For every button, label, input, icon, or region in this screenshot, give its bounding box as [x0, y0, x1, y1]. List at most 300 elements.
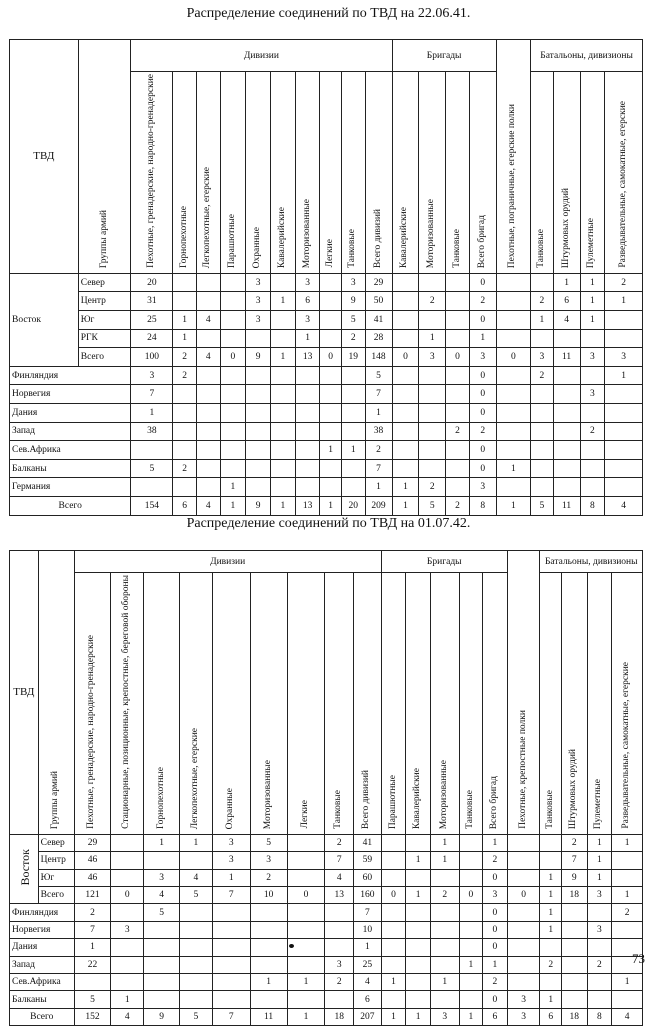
table-cell [561, 956, 587, 973]
table-cell: 1 [612, 974, 643, 991]
total-cell: 6 [483, 1008, 508, 1025]
table-cell: 1 [250, 974, 287, 991]
table-cell [271, 329, 296, 348]
table-cell: 7 [354, 904, 382, 921]
total-cell: 152 [74, 1008, 111, 1025]
table-row [10, 459, 643, 478]
table-cell [179, 956, 212, 973]
row-label: Север [38, 834, 74, 851]
total-cell: 8 [587, 1008, 612, 1025]
total-cell: 20 [341, 496, 365, 515]
table-cell: 24 [131, 329, 173, 348]
table-cell [446, 385, 470, 404]
table-cell: 1 [212, 869, 250, 886]
table-cell [430, 939, 459, 956]
table-cell: 1 [111, 991, 144, 1008]
table-cell [196, 422, 220, 441]
table-cell [220, 366, 246, 385]
table-cell: 4 [179, 869, 212, 886]
table-cell [341, 422, 365, 441]
table-row [10, 478, 643, 497]
column-header-label: Парашютные [226, 213, 237, 268]
table-cell: 4 [553, 311, 580, 330]
table-cell [320, 459, 341, 478]
table-cell: 2 [483, 852, 508, 869]
table-cell: 0 [469, 385, 496, 404]
table-cell: 6 [354, 991, 382, 1008]
table-cell: 9 [341, 292, 365, 311]
table-cell: 60 [354, 869, 382, 886]
column-header [354, 573, 382, 835]
table-cell [295, 459, 320, 478]
table-cell: 3 [507, 991, 540, 1008]
total-cell: 7 [212, 1008, 250, 1025]
total-cell: 207 [354, 1008, 382, 1025]
table-cell: 1 [144, 834, 180, 851]
table2-title: Распределение соединений по ТВД на 01.07.42. [186, 516, 471, 531]
column-header [196, 72, 220, 274]
total-row [10, 1008, 643, 1025]
total-cell: 5 [419, 496, 446, 515]
table-cell [196, 478, 220, 497]
table-cell [580, 329, 605, 348]
column-header [540, 573, 562, 835]
column-header-label: Парашютные [387, 774, 398, 829]
table-cell [561, 904, 587, 921]
total-cell: 1 [496, 496, 530, 515]
table-cell [271, 273, 296, 292]
table-cell: 1 [365, 478, 392, 497]
table-cell: 1 [271, 348, 296, 367]
table-cell: 3 [250, 852, 287, 869]
table-row [10, 991, 643, 1008]
table-cell [271, 404, 296, 423]
table-cell [561, 974, 587, 991]
table-cell [605, 404, 643, 423]
table-cell [144, 939, 180, 956]
total-cell: 13 [295, 496, 320, 515]
table-cell [246, 385, 271, 404]
row-label: РГК [78, 329, 131, 348]
table-cell [212, 974, 250, 991]
table-cell [271, 459, 296, 478]
east-theater-text: Восток [17, 849, 32, 886]
column-header-label: Горнопехотные [178, 205, 189, 268]
table-cell [605, 459, 643, 478]
army-groups-label: Группы армий [50, 770, 61, 829]
table-cell [250, 921, 287, 938]
table-row [10, 974, 643, 991]
table-cell [419, 441, 446, 460]
table-cell: 0 [483, 904, 508, 921]
table-cell [561, 939, 587, 956]
column-header [220, 72, 246, 274]
column-header-label: Кавалерийские [276, 206, 287, 268]
table-row [10, 939, 643, 956]
table-cell: 3 [531, 348, 554, 367]
table-cell [325, 921, 354, 938]
table-cell: 1 [341, 441, 365, 460]
table-cell: 3 [469, 478, 496, 497]
table-cell: 1 [295, 329, 320, 348]
table-cell: 1 [587, 852, 612, 869]
table-cell: 2 [483, 974, 508, 991]
table-cell [287, 852, 325, 869]
table-cell [320, 385, 341, 404]
column-header [381, 573, 406, 835]
table-cell [246, 366, 271, 385]
column-header-label: Пехотные, гренадерские, народно-гренадерские [86, 635, 97, 829]
row-label: Запад [10, 422, 131, 441]
table-cell [507, 904, 540, 921]
table-cell [419, 459, 446, 478]
table-cell [271, 385, 296, 404]
table-cell: 4 [325, 869, 354, 886]
table-cell [406, 921, 431, 938]
table-cell [196, 273, 220, 292]
table-cell [553, 441, 580, 460]
table-cell [605, 311, 643, 330]
table-cell [287, 904, 325, 921]
column-header [179, 573, 212, 835]
table-cell: 3 [246, 292, 271, 311]
total-cell: 5 [531, 496, 554, 515]
row-label: Финляндия [10, 366, 131, 385]
table-cell: 13 [295, 348, 320, 367]
table-cell: 1 [580, 273, 605, 292]
column-header-label: Танковые [464, 790, 475, 829]
column-header-label: Штурмовых орудий [568, 748, 579, 829]
table-cell: 0 [446, 348, 470, 367]
total-cell: 1 [381, 1008, 406, 1025]
table-cell [419, 385, 446, 404]
table-cell [179, 974, 212, 991]
column-header-label: Моторизованные [262, 759, 273, 829]
column-header-label: Всего дивизий [372, 208, 383, 268]
column-header [325, 573, 354, 835]
table-cell [459, 939, 483, 956]
column-header [446, 72, 470, 274]
table-cell: 1 [459, 956, 483, 973]
table-cell [179, 852, 212, 869]
table-cell: 0 [469, 366, 496, 385]
table-cell: 1 [74, 939, 111, 956]
table-cell [496, 441, 530, 460]
table-cell: 3 [246, 273, 271, 292]
column-header-label: Горнопехотные [155, 766, 166, 829]
total-cell: 8 [469, 496, 496, 515]
table-cell [320, 292, 341, 311]
table-cell: 1 [580, 292, 605, 311]
table-cell [419, 366, 446, 385]
table-row [10, 887, 643, 904]
column-header [212, 573, 250, 835]
table-cell: 2 [612, 904, 643, 921]
table-cell [392, 422, 419, 441]
total-cell: 6 [540, 1008, 562, 1025]
total-label: Всего [10, 1008, 75, 1025]
table-cell [341, 404, 365, 423]
table-cell [220, 292, 246, 311]
group-header-label: Пехотные, крепостные полки [517, 710, 528, 829]
table-cell: 38 [131, 422, 173, 441]
table-cell [531, 329, 554, 348]
table-cell [196, 459, 220, 478]
table-cell [553, 422, 580, 441]
table-cell: 1 [540, 921, 562, 938]
group-header [496, 40, 530, 274]
column-header-label: Танковые [535, 229, 546, 268]
table-cell [507, 834, 540, 851]
table-cell [250, 939, 287, 956]
table-cell: 5 [74, 991, 111, 1008]
table-cell: 4 [196, 311, 220, 330]
table-cell [220, 441, 246, 460]
table-cell: 28 [365, 329, 392, 348]
table-cell: 0 [220, 348, 246, 367]
table-cell [419, 311, 446, 330]
table-cell [531, 385, 554, 404]
table-cell: 3 [587, 887, 612, 904]
table-cell [507, 974, 540, 991]
table-row [10, 869, 643, 886]
table-cell [173, 385, 197, 404]
column-header-label: Разведывательные, самокатные, егерские [617, 101, 628, 268]
column-header [246, 72, 271, 274]
table-cell: 2 [173, 459, 197, 478]
table-cell [507, 852, 540, 869]
total-cell: 209 [365, 496, 392, 515]
table-cell: 5 [365, 366, 392, 385]
column-header [74, 573, 111, 835]
table-cell: 0 [469, 441, 496, 460]
table-cell [111, 974, 144, 991]
table-cell: 0 [381, 887, 406, 904]
table-cell [179, 921, 212, 938]
total-cell: 4 [111, 1008, 144, 1025]
table-cell [295, 385, 320, 404]
total-row [10, 496, 643, 515]
table-cell [430, 991, 459, 1008]
table-cell [246, 459, 271, 478]
table-cell [196, 366, 220, 385]
table-cell [605, 385, 643, 404]
table-cell [131, 478, 173, 497]
table-cell [446, 366, 470, 385]
table-cell: 25 [131, 311, 173, 330]
row-label: Балканы [10, 991, 75, 1008]
total-cell: 11 [250, 1008, 287, 1025]
table-cell [144, 852, 180, 869]
row-label: Центр [78, 292, 131, 311]
table-cell: 3 [131, 366, 173, 385]
table-cell [459, 921, 483, 938]
table-cell: 3 [325, 956, 354, 973]
table-cell [320, 478, 341, 497]
table-cell [406, 939, 431, 956]
table-cell [392, 311, 419, 330]
column-header [469, 72, 496, 274]
table-cell: 13 [325, 887, 354, 904]
table-cell [605, 478, 643, 497]
column-header-label: Легкие [299, 800, 310, 829]
table-cell: 0 [287, 887, 325, 904]
table-cell: 3 [580, 348, 605, 367]
total-cell: 3 [507, 1008, 540, 1025]
table-cell: 3 [212, 852, 250, 869]
table-cell [111, 834, 144, 851]
row-label: Дания [10, 404, 131, 423]
total-cell: 1 [392, 496, 419, 515]
table-cell [381, 939, 406, 956]
row-label: Норвегия [10, 385, 131, 404]
column-header [561, 573, 587, 835]
table-cell [446, 292, 470, 311]
table-cell [531, 441, 554, 460]
table-cell [507, 956, 540, 973]
table-cell [144, 956, 180, 973]
table-cell [496, 273, 530, 292]
table-cell [220, 329, 246, 348]
table-cell: 4 [144, 887, 180, 904]
table-cell: 46 [74, 869, 111, 886]
row-label: Всего [78, 348, 131, 367]
table-cell [220, 385, 246, 404]
table-cell [446, 311, 470, 330]
table-cell: 19 [341, 348, 365, 367]
table-cell [507, 921, 540, 938]
group-header [507, 551, 540, 835]
column-header [144, 573, 180, 835]
table-cell: 1 [271, 292, 296, 311]
table-cell [111, 904, 144, 921]
table-cell: 1 [430, 834, 459, 851]
table-cell: 10 [354, 921, 382, 938]
column-header-label: Пулеметные [593, 778, 604, 829]
table-cell: 3 [605, 348, 643, 367]
table-cell [381, 991, 406, 1008]
table-cell: 0 [507, 887, 540, 904]
table-cell [459, 852, 483, 869]
table-cell [553, 478, 580, 497]
total-cell: 1 [320, 496, 341, 515]
table-cell: 1 [553, 273, 580, 292]
tvd-header: ТВД [10, 551, 39, 835]
table-row [10, 904, 643, 921]
table-cell: 0 [392, 348, 419, 367]
table-cell [295, 422, 320, 441]
group-header: Батальоны, дивизионы [531, 40, 643, 72]
table-cell: 5 [131, 459, 173, 478]
table-cell [325, 939, 354, 956]
table-cell [74, 974, 111, 991]
column-header-label: Моторизованные [301, 198, 312, 268]
table-cell [406, 834, 431, 851]
table-cell [459, 974, 483, 991]
table-cell: 1 [587, 834, 612, 851]
table-cell: 1 [287, 974, 325, 991]
table-cell [173, 404, 197, 423]
table-cell: 7 [365, 459, 392, 478]
group-header: Батальоны, дивизионы [540, 551, 643, 573]
table-cell [111, 956, 144, 973]
table-cell: 2 [580, 422, 605, 441]
table-cell: 3 [419, 348, 446, 367]
table-row [10, 422, 643, 441]
table-cell [587, 974, 612, 991]
column-header [271, 72, 296, 274]
table-cell [320, 329, 341, 348]
table-cell: 2 [173, 348, 197, 367]
table-row [10, 404, 643, 423]
table-cell [212, 991, 250, 1008]
table-cell: 1 [320, 441, 341, 460]
table-cell: 2 [430, 887, 459, 904]
table-cell: 2 [365, 441, 392, 460]
table-cell: 2 [419, 292, 446, 311]
table-cell [144, 974, 180, 991]
table-cell [531, 422, 554, 441]
table-cell [496, 404, 530, 423]
table-cell [553, 404, 580, 423]
table-cell [341, 478, 365, 497]
table-cell [446, 273, 470, 292]
table-cell [271, 366, 296, 385]
row-label: Юг [78, 311, 131, 330]
table-cell [459, 904, 483, 921]
table-cell [246, 329, 271, 348]
table-cell: 160 [354, 887, 382, 904]
table-cell: 1 [406, 887, 431, 904]
total-cell: 4 [612, 1008, 643, 1025]
table-cell: 5 [144, 904, 180, 921]
group-header: Бригады [392, 40, 496, 72]
total-cell: 1 [271, 496, 296, 515]
table-cell: 1 [392, 478, 419, 497]
table-cell: 1 [430, 852, 459, 869]
table-cell [287, 869, 325, 886]
table-cell: 0 [483, 921, 508, 938]
total-cell: 6 [173, 496, 197, 515]
table-cell [295, 441, 320, 460]
table-cell [320, 366, 341, 385]
column-header-label: Охранные [252, 226, 263, 268]
table-cell [459, 869, 483, 886]
table-row [10, 348, 643, 367]
table-cell [111, 939, 144, 956]
table-cell: 1 [419, 329, 446, 348]
column-header [553, 72, 580, 274]
column-header-label: Кавалерийские [412, 767, 423, 829]
column-header [605, 72, 643, 274]
table-cell [561, 991, 587, 1008]
table-cell [612, 991, 643, 1008]
table-cell: 1 [496, 459, 530, 478]
table-cell: 0 [483, 869, 508, 886]
table-cell [287, 834, 325, 851]
table-cell: 1 [365, 404, 392, 423]
table-cell [392, 441, 419, 460]
table-cell [173, 273, 197, 292]
table-cell: 7 [561, 852, 587, 869]
table-cell [246, 478, 271, 497]
table-cell: 2 [561, 834, 587, 851]
table-cell [381, 921, 406, 938]
row-label: Норвегия [10, 921, 75, 938]
table-cell [612, 921, 643, 938]
east-theater-label [10, 834, 39, 904]
table-cell: 6 [295, 292, 320, 311]
